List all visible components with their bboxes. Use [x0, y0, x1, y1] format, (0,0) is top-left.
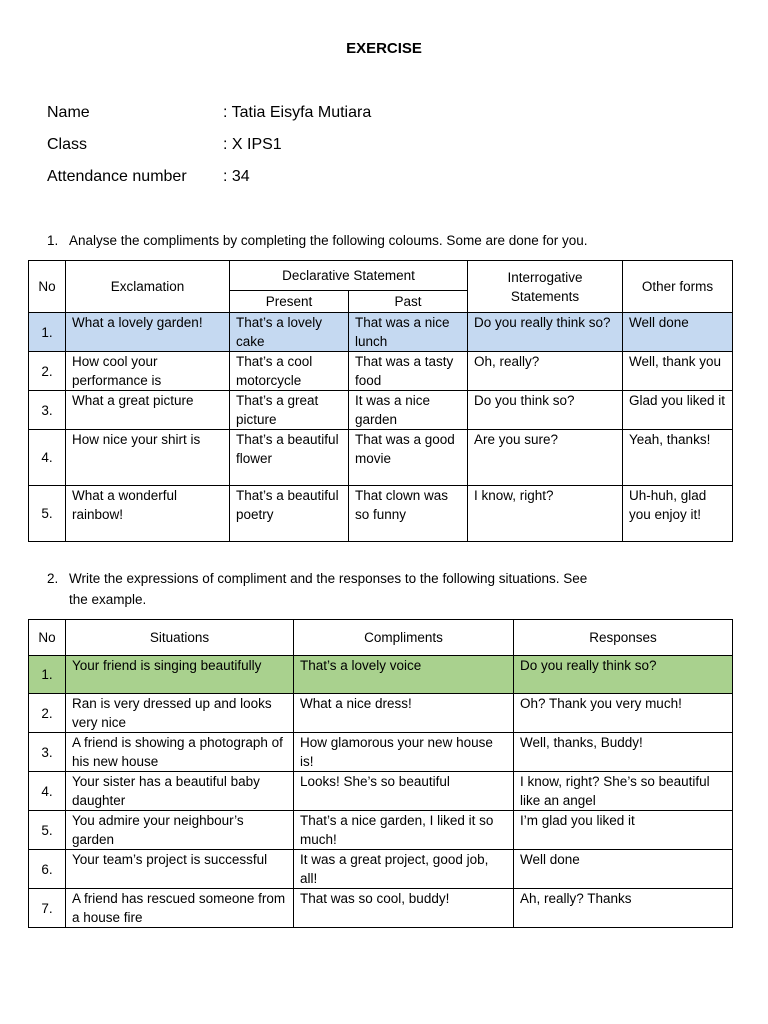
cell-compliment: That’s a lovely voice: [294, 656, 514, 694]
cell-compliment: That’s a nice garden, I liked it so much!: [294, 811, 514, 850]
cell-exclamation: How cool your performance is: [66, 352, 230, 391]
table-row: [29, 430, 733, 486]
cell-response: Ah, really? Thanks: [514, 889, 733, 928]
cell-response: Well, thanks, Buddy!: [514, 733, 733, 772]
cell-other: Well, thank you: [623, 352, 733, 391]
cell-other: Uh-huh, glad you enjoy it!: [623, 486, 733, 542]
cell-past: It was a nice garden: [349, 391, 468, 430]
cell-situation: Ran is very dressed up and looks very nice: [66, 694, 294, 733]
table-row: [29, 352, 733, 391]
cell-situation: Your friend is singing beautifully: [66, 656, 294, 694]
cell-past: That was a tasty food: [349, 352, 468, 391]
row-no: 3.: [29, 733, 66, 772]
cell-compliment: How glamorous your new house is!: [294, 733, 514, 772]
info-label: Class: [47, 136, 88, 153]
info-value: : X IPS1: [223, 136, 282, 153]
table-row: [29, 391, 733, 430]
question-number: 2.: [47, 571, 59, 586]
table-row: [29, 850, 733, 889]
header-past: Past: [349, 291, 468, 313]
question-text: Analyse the compliments by completing the following coloums. Some are done for you.: [69, 233, 588, 248]
cell-other: Glad you liked it: [623, 391, 733, 430]
cell-situation: A friend is showing a photograph of his new house: [66, 733, 294, 772]
header-no: No: [29, 620, 66, 656]
cell-exclamation: What a great picture: [66, 391, 230, 430]
table-compliments-analysis: [28, 260, 733, 542]
cell-compliment: Looks! She’s so beautiful: [294, 772, 514, 811]
table-compliment-situations: [28, 619, 733, 928]
table-row: [29, 889, 733, 928]
cell-exclamation: How nice your shirt is: [66, 430, 230, 486]
row-no: 4.: [29, 430, 66, 486]
header-declarative: Declarative Statement: [230, 261, 468, 291]
cell-exclamation: What a wonderful rainbow!: [66, 486, 230, 542]
row-no: 3.: [29, 391, 66, 430]
header-interrogative: Interrogative Statements: [468, 261, 623, 313]
info-label: Name: [47, 104, 90, 121]
cell-present: That’s a lovely cake: [230, 313, 349, 352]
table-row: [29, 772, 733, 811]
question-number: 1.: [47, 233, 59, 248]
cell-compliment: It was a great project, good job, all!: [294, 850, 514, 889]
row-no: 6.: [29, 850, 66, 889]
table-row: [29, 694, 733, 733]
cell-present: That’s a great picture: [230, 391, 349, 430]
cell-past: That clown was so funny: [349, 486, 468, 542]
info-value: : 34: [223, 168, 250, 185]
table-row: [29, 486, 733, 542]
cell-exclamation: What a lovely garden!: [66, 313, 230, 352]
row-no: 5.: [29, 486, 66, 542]
cell-past: That was a good movie: [349, 430, 468, 486]
cell-interrogative: I know, right?: [468, 486, 623, 542]
row-no: 2.: [29, 352, 66, 391]
table-row: [29, 811, 733, 850]
header-responses: Responses: [514, 620, 733, 656]
table-row: [29, 733, 733, 772]
row-no: 4.: [29, 772, 66, 811]
table-row: [29, 656, 733, 694]
question-text-line-1: Write the expressions of compliment and the responses to the following situations. See: [69, 571, 588, 586]
row-no: 7.: [29, 889, 66, 928]
cell-interrogative: Do you really think so?: [468, 313, 623, 352]
cell-response: Well done: [514, 850, 733, 889]
question-2: [47, 568, 587, 610]
cell-interrogative: Do you think so?: [468, 391, 623, 430]
info-name: [47, 104, 371, 122]
cell-response: Do you really think so?: [514, 656, 733, 694]
row-no: 1.: [29, 656, 66, 694]
info-label: Attendance number: [47, 168, 187, 185]
cell-other: Well done: [623, 313, 733, 352]
header-other: Other forms: [623, 261, 733, 313]
cell-compliment: What a nice dress!: [294, 694, 514, 733]
cell-situation: Your sister has a beautiful baby daughter: [66, 772, 294, 811]
header-compliments: Compliments: [294, 620, 514, 656]
question-1: [47, 230, 588, 251]
cell-response: Oh? Thank you very much!: [514, 694, 733, 733]
header-situations: Situations: [66, 620, 294, 656]
info-value: : Tatia Eisyfa Mutiara: [223, 104, 372, 121]
cell-other: Yeah, thanks!: [623, 430, 733, 486]
info-class: [47, 136, 282, 154]
cell-compliment: That was so cool, buddy!: [294, 889, 514, 928]
cell-interrogative: Are you sure?: [468, 430, 623, 486]
row-no: 5.: [29, 811, 66, 850]
header-exclamation: Exclamation: [66, 261, 230, 313]
cell-past: That was a nice lunch: [349, 313, 468, 352]
header-no: No: [29, 261, 66, 313]
header-present: Present: [230, 291, 349, 313]
cell-response: I know, right? She’s so beautiful like an angel: [514, 772, 733, 811]
row-no: 1.: [29, 313, 66, 352]
cell-situation: Your team’s project is successful: [66, 850, 294, 889]
cell-interrogative: Oh, really?: [468, 352, 623, 391]
cell-situation: A friend has rescued someone from a house fire: [66, 889, 294, 928]
cell-response: I’m glad you liked it: [514, 811, 733, 850]
cell-present: That’s a cool motorcycle: [230, 352, 349, 391]
table-row: [29, 313, 733, 352]
cell-present: That’s a beautiful flower: [230, 430, 349, 486]
question-text-line-2: the example.: [69, 592, 147, 607]
info-attendance: [47, 168, 250, 186]
cell-present: That’s a beautiful poetry: [230, 486, 349, 542]
page-title: EXERCISE: [346, 40, 422, 57]
row-no: 2.: [29, 694, 66, 733]
cell-situation: You admire your neighbour’s garden: [66, 811, 294, 850]
